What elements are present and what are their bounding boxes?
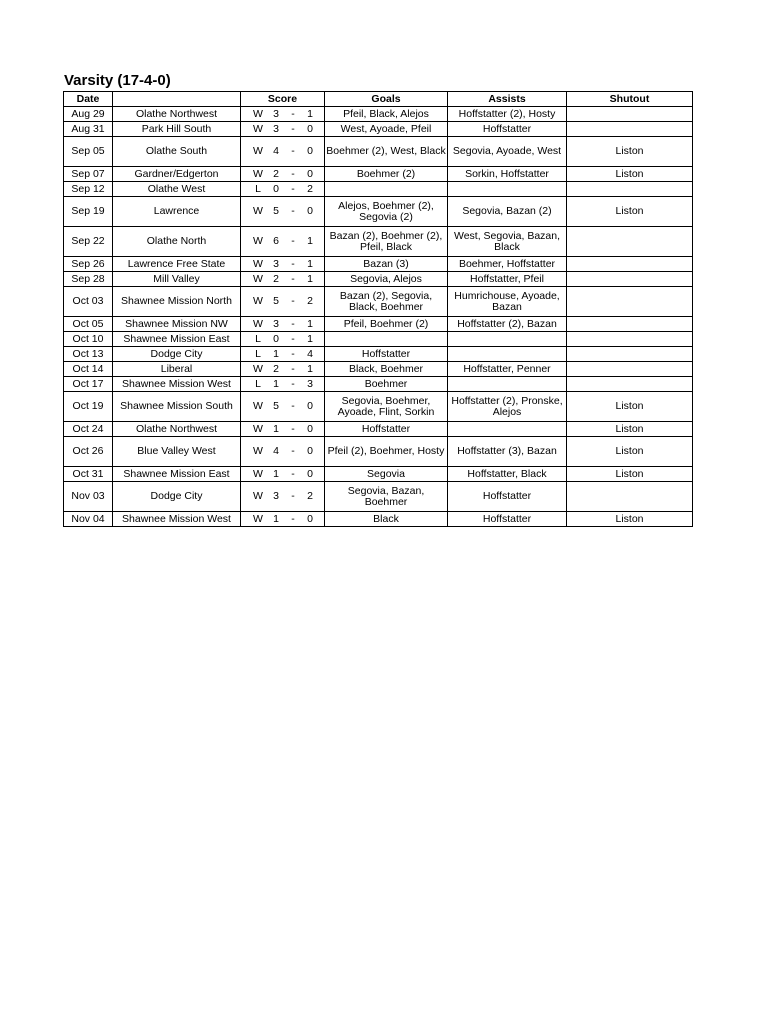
- game-date: Aug 31: [64, 122, 113, 137]
- shutout: [567, 362, 693, 377]
- team-score: 2: [273, 167, 279, 180]
- goals: West, Ayoade, Pfeil: [325, 122, 448, 137]
- score: [242, 319, 323, 330]
- opponent: Olathe Northwest: [113, 422, 241, 437]
- goals: Bazan (2), Boehmer (2), Pfeil, Black: [325, 227, 448, 257]
- score-separator: -: [291, 145, 295, 157]
- team-score: 1: [273, 422, 279, 435]
- result-letter: W: [253, 490, 263, 502]
- goals: Pfeil, Boehmer (2): [325, 317, 448, 332]
- game-date: Sep 26: [64, 257, 113, 272]
- opponent: Shawnee Mission West: [113, 512, 241, 527]
- team-score: 3: [273, 257, 279, 270]
- result-letter: W: [253, 400, 263, 412]
- opponent-score: 0: [307, 445, 313, 457]
- score-cell: [241, 377, 325, 392]
- score-separator: -: [291, 467, 295, 480]
- table-row: [64, 272, 693, 287]
- result-letter: W: [253, 467, 263, 480]
- header-goals: Goals: [325, 92, 448, 107]
- result-letter: W: [253, 445, 263, 457]
- goals: Bazan (2), Segovia, Black, Boehmer: [325, 287, 448, 317]
- goals: [325, 182, 448, 197]
- opponent-score: 1: [307, 257, 313, 270]
- team-score: 0: [273, 182, 279, 195]
- opponent-score: 0: [307, 400, 313, 412]
- score-cell: [241, 347, 325, 362]
- score-separator: -: [291, 445, 295, 457]
- opponent: Blue Valley West: [113, 437, 241, 467]
- game-date: Sep 05: [64, 137, 113, 167]
- game-date: Sep 28: [64, 272, 113, 287]
- score-cell: [241, 317, 325, 332]
- game-date: Oct 17: [64, 377, 113, 392]
- assists: Sorkin, Hoffstatter: [448, 167, 567, 182]
- score-separator: -: [291, 122, 295, 135]
- opponent-score: 1: [307, 272, 313, 285]
- team-score: 1: [273, 377, 279, 390]
- team-score: 3: [273, 122, 279, 135]
- assists: [448, 182, 567, 197]
- game-date: Oct 13: [64, 347, 113, 362]
- table-row: [64, 257, 693, 272]
- shutout: Liston: [567, 197, 693, 227]
- assists: Hoffstatter (2), Pronske, Alejos: [448, 392, 567, 422]
- result-letter: W: [253, 122, 263, 135]
- score-cell: [241, 287, 325, 317]
- table-row: [64, 362, 693, 377]
- opponent-score: 3: [307, 377, 313, 390]
- game-date: Nov 04: [64, 512, 113, 527]
- score-separator: -: [291, 107, 295, 120]
- results-table: [63, 91, 693, 527]
- opponent: Liberal: [113, 362, 241, 377]
- shutout: [567, 317, 693, 332]
- page-title: Varsity (17-4-0): [64, 72, 171, 89]
- score: [242, 236, 323, 247]
- result-letter: L: [255, 377, 261, 390]
- table-row: [64, 287, 693, 317]
- assists: Hoffstatter: [448, 512, 567, 527]
- score-separator: -: [291, 317, 295, 330]
- game-date: Oct 26: [64, 437, 113, 467]
- goals: Black: [325, 512, 448, 527]
- score-cell: [241, 332, 325, 347]
- goals: Bazan (3): [325, 257, 448, 272]
- table-row: [64, 377, 693, 392]
- goals: [325, 332, 448, 347]
- opponent: Shawnee Mission East: [113, 332, 241, 347]
- shutout: Liston: [567, 167, 693, 182]
- shutout: [567, 347, 693, 362]
- goals: Boehmer (2): [325, 167, 448, 182]
- header-shutout: Shutout: [567, 92, 693, 107]
- results-body: [64, 107, 693, 527]
- team-score: 0: [273, 332, 279, 345]
- result-letter: W: [253, 362, 263, 375]
- header-row: [64, 92, 693, 107]
- assists: Hoffstatter (3), Bazan: [448, 437, 567, 467]
- opponent-score: 1: [307, 107, 313, 120]
- shutout: Liston: [567, 437, 693, 467]
- opponent-score: 2: [307, 490, 313, 502]
- score-cell: [241, 272, 325, 287]
- score-cell: [241, 107, 325, 122]
- shutout: [567, 272, 693, 287]
- goals: Hoffstatter: [325, 422, 448, 437]
- table-row: [64, 227, 693, 257]
- team-score: 3: [273, 317, 279, 330]
- shutout: Liston: [567, 512, 693, 527]
- game-date: Oct 24: [64, 422, 113, 437]
- assists: Hoffstatter, Black: [448, 467, 567, 482]
- shutout: Liston: [567, 137, 693, 167]
- result-letter: W: [253, 257, 263, 270]
- score-cell: [241, 227, 325, 257]
- team-score: 3: [273, 107, 279, 120]
- assists: Hoffstatter (2), Hosty: [448, 107, 567, 122]
- shutout: [567, 377, 693, 392]
- game-date: Sep 12: [64, 182, 113, 197]
- opponent-score: 0: [307, 512, 313, 525]
- opponent-score: 0: [307, 145, 313, 157]
- goals: Pfeil, Black, Alejos: [325, 107, 448, 122]
- assists: Hoffstatter: [448, 482, 567, 512]
- result-letter: W: [253, 295, 263, 307]
- opponent: Park Hill South: [113, 122, 241, 137]
- score: [242, 446, 323, 457]
- opponent: Gardner/Edgerton: [113, 167, 241, 182]
- assists: Humrichouse, Ayoade, Bazan: [448, 287, 567, 317]
- assists: West, Segovia, Bazan, Black: [448, 227, 567, 257]
- team-score: 3: [273, 490, 279, 502]
- opponent-score: 0: [307, 122, 313, 135]
- score: [242, 109, 323, 120]
- score-cell: [241, 392, 325, 422]
- score-separator: -: [291, 347, 295, 360]
- shutout: [567, 287, 693, 317]
- table-row: [64, 317, 693, 332]
- assists: [448, 377, 567, 392]
- team-score: 4: [273, 145, 279, 157]
- goals: Black, Boehmer: [325, 362, 448, 377]
- result-letter: W: [253, 145, 263, 157]
- score-cell: [241, 257, 325, 272]
- header-opponent: [113, 92, 241, 107]
- assists: Hoffstatter (2), Bazan: [448, 317, 567, 332]
- score-separator: -: [291, 167, 295, 180]
- shutout: Liston: [567, 422, 693, 437]
- game-date: Oct 05: [64, 317, 113, 332]
- score: [242, 401, 323, 412]
- game-date: Nov 03: [64, 482, 113, 512]
- game-date: Oct 31: [64, 467, 113, 482]
- team-score: 1: [273, 512, 279, 525]
- score-separator: -: [291, 272, 295, 285]
- table-row: [64, 482, 693, 512]
- shutout: [567, 227, 693, 257]
- opponent: Shawnee Mission NW: [113, 317, 241, 332]
- opponent: Dodge City: [113, 347, 241, 362]
- result-letter: W: [253, 512, 263, 525]
- header-score: Score: [241, 92, 325, 107]
- table-row: [64, 437, 693, 467]
- table-row: [64, 467, 693, 482]
- score: [242, 364, 323, 375]
- goals: Segovia, Bazan, Boehmer: [325, 482, 448, 512]
- score-separator: -: [291, 400, 295, 412]
- game-date: Sep 22: [64, 227, 113, 257]
- opponent: Shawnee Mission West: [113, 377, 241, 392]
- team-score: 1: [273, 467, 279, 480]
- assists: Segovia, Ayoade, West: [448, 137, 567, 167]
- result-letter: L: [255, 347, 261, 360]
- score: [242, 296, 323, 307]
- goals: Segovia: [325, 467, 448, 482]
- shutout: [567, 182, 693, 197]
- table-row: [64, 422, 693, 437]
- score: [242, 206, 323, 217]
- score-cell: [241, 467, 325, 482]
- shutout: [567, 332, 693, 347]
- team-score: 5: [273, 205, 279, 217]
- score: [242, 274, 323, 285]
- table-row: [64, 332, 693, 347]
- table-row: [64, 182, 693, 197]
- team-score: 2: [273, 362, 279, 375]
- score-separator: -: [291, 295, 295, 307]
- opponent-score: 0: [307, 422, 313, 435]
- score-cell: [241, 167, 325, 182]
- result-letter: W: [253, 107, 263, 120]
- score: [242, 469, 323, 480]
- shutout: [567, 257, 693, 272]
- assists: [448, 347, 567, 362]
- opponent: Shawnee Mission North: [113, 287, 241, 317]
- score-separator: -: [291, 205, 295, 217]
- score-cell: [241, 482, 325, 512]
- score-cell: [241, 122, 325, 137]
- goals: Segovia, Alejos: [325, 272, 448, 287]
- goals: Hoffstatter: [325, 347, 448, 362]
- opponent: Dodge City: [113, 482, 241, 512]
- team-score: 1: [273, 347, 279, 360]
- score: [242, 184, 323, 195]
- table-row: [64, 392, 693, 422]
- opponent-score: 0: [307, 167, 313, 180]
- table-row: [64, 137, 693, 167]
- opponent: Olathe North: [113, 227, 241, 257]
- score: [242, 379, 323, 390]
- goals: Boehmer: [325, 377, 448, 392]
- assists: Hoffstatter, Penner: [448, 362, 567, 377]
- team-score: 6: [273, 235, 279, 247]
- score: [242, 334, 323, 345]
- assists: Segovia, Bazan (2): [448, 197, 567, 227]
- table-row: [64, 347, 693, 362]
- game-date: Oct 14: [64, 362, 113, 377]
- score: [242, 491, 323, 502]
- opponent-score: 4: [307, 347, 313, 360]
- shutout: Liston: [567, 392, 693, 422]
- header-assists: Assists: [448, 92, 567, 107]
- game-date: Sep 07: [64, 167, 113, 182]
- result-letter: W: [253, 235, 263, 247]
- score: [242, 124, 323, 135]
- result-letter: W: [253, 272, 263, 285]
- result-letter: W: [253, 167, 263, 180]
- team-score: 4: [273, 445, 279, 457]
- opponent: Lawrence: [113, 197, 241, 227]
- score-cell: [241, 137, 325, 167]
- shutout: Liston: [567, 467, 693, 482]
- score-cell: [241, 437, 325, 467]
- score: [242, 349, 323, 360]
- assists: Boehmer, Hoffstatter: [448, 257, 567, 272]
- score-separator: -: [291, 362, 295, 375]
- score-separator: -: [291, 422, 295, 435]
- score: [242, 146, 323, 157]
- header-date: Date: [64, 92, 113, 107]
- table-row: [64, 167, 693, 182]
- score-cell: [241, 182, 325, 197]
- shutout: [567, 107, 693, 122]
- opponent-score: 1: [307, 235, 313, 247]
- game-date: Oct 19: [64, 392, 113, 422]
- opponent-score: 1: [307, 317, 313, 330]
- opponent-score: 1: [307, 332, 313, 345]
- result-letter: W: [253, 422, 263, 435]
- team-score: 5: [273, 295, 279, 307]
- table-row: [64, 107, 693, 122]
- score-separator: -: [291, 182, 295, 195]
- game-date: Oct 03: [64, 287, 113, 317]
- shutout: [567, 482, 693, 512]
- assists: Hoffstatter: [448, 122, 567, 137]
- game-date: Sep 19: [64, 197, 113, 227]
- score-cell: [241, 197, 325, 227]
- game-date: Aug 29: [64, 107, 113, 122]
- score-cell: [241, 422, 325, 437]
- opponent: Shawnee Mission South: [113, 392, 241, 422]
- assists: [448, 422, 567, 437]
- score: [242, 169, 323, 180]
- goals: Boehmer (2), West, Black: [325, 137, 448, 167]
- score-separator: -: [291, 235, 295, 247]
- opponent-score: 2: [307, 295, 313, 307]
- score-separator: -: [291, 257, 295, 270]
- shutout: [567, 122, 693, 137]
- result-letter: L: [255, 182, 261, 195]
- opponent-score: 1: [307, 362, 313, 375]
- score: [242, 514, 323, 525]
- table-row: [64, 512, 693, 527]
- opponent: Olathe South: [113, 137, 241, 167]
- goals: Alejos, Boehmer (2), Segovia (2): [325, 197, 448, 227]
- opponent: Olathe Northwest: [113, 107, 241, 122]
- score: [242, 424, 323, 435]
- opponent: Shawnee Mission East: [113, 467, 241, 482]
- score-cell: [241, 512, 325, 527]
- assists: Hoffstatter, Pfeil: [448, 272, 567, 287]
- table-row: [64, 197, 693, 227]
- opponent: Mill Valley: [113, 272, 241, 287]
- game-date: Oct 10: [64, 332, 113, 347]
- result-letter: W: [253, 317, 263, 330]
- score-separator: -: [291, 490, 295, 502]
- score-separator: -: [291, 332, 295, 345]
- result-letter: W: [253, 205, 263, 217]
- assists: [448, 332, 567, 347]
- team-score: 2: [273, 272, 279, 285]
- opponent: Lawrence Free State: [113, 257, 241, 272]
- goals: Segovia, Boehmer, Ayoade, Flint, Sorkin: [325, 392, 448, 422]
- score-separator: -: [291, 512, 295, 525]
- opponent-score: 0: [307, 467, 313, 480]
- team-score: 5: [273, 400, 279, 412]
- result-letter: L: [255, 332, 261, 345]
- score: [242, 259, 323, 270]
- score-separator: -: [291, 377, 295, 390]
- opponent-score: 0: [307, 205, 313, 217]
- score-cell: [241, 362, 325, 377]
- goals: Pfeil (2), Boehmer, Hosty: [325, 437, 448, 467]
- opponent-score: 2: [307, 182, 313, 195]
- table-row: [64, 122, 693, 137]
- opponent: Olathe West: [113, 182, 241, 197]
